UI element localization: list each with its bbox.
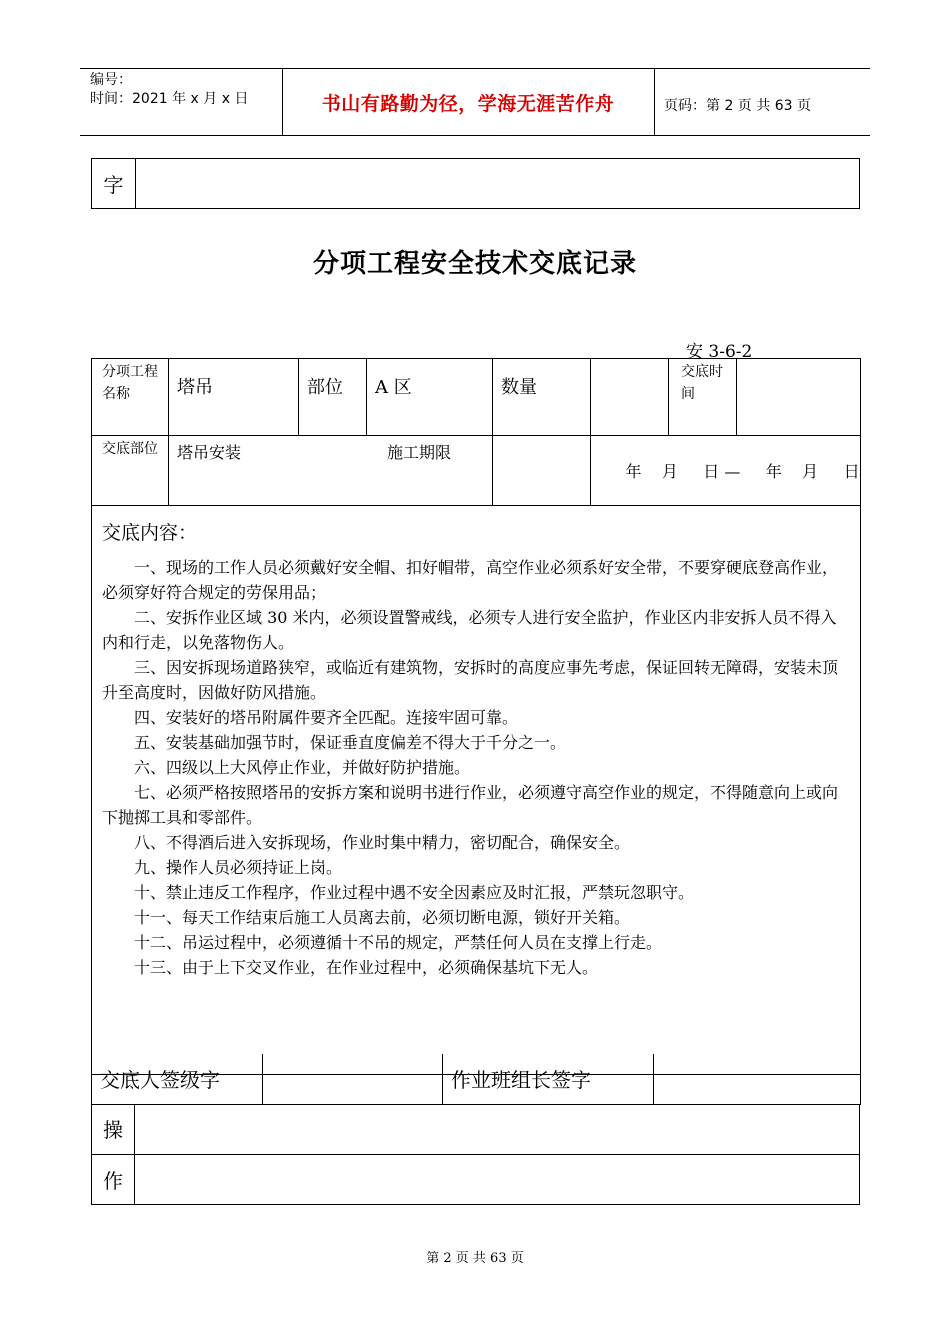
content-item: 十、禁止违反工作程序，作业过程中遇不安全因素应及时汇报，严禁玩忽职守。 [134,883,695,902]
operation-char-cell-2 [92,1154,135,1204]
period-value: 年 月 日 — 年 月 日 [625,462,860,481]
operation-char-2: 作 [103,1168,123,1193]
content-item: 三、因安拆现场道路狭窄，或临近有建筑物，安拆时的高度应事先考虑，保证回转无障碍，安装未顶升至高度时，因做好防风措施。 [102,658,839,702]
top-row-blank-cell[interactable] [136,159,860,209]
project-name-value: 塔吊 [177,377,213,398]
content-item: 七、必须严格按照塔吊的安拆方案和说明书进行作业，必须遵守高空作业的规定，不得随意向上或向下抛掷工具和零部件。 [102,783,839,827]
top-row-table [91,158,860,209]
content-item: 九、操作人员必须持证上岗。 [134,858,343,877]
handover-person-label: 交底人签级字 [100,1068,220,1093]
part-label-cell [299,359,367,436]
period-value-cell[interactable] [591,436,861,506]
team-leader-label: 作业班组长签字 [451,1068,591,1093]
content-item: 八、不得酒后进入安拆现场，作业时集中精力，密切配合，确保安全。 [134,833,631,852]
quantity-label-cell [493,359,591,436]
header-motto: 书山有路勤为径，学海无涯苦作舟 [321,92,615,115]
team-leader-label-cell [443,1054,654,1104]
page-footer: 第 2 页 共 63 页 [426,1251,524,1266]
period-label-cell [387,436,591,506]
content-item: 十二、吊运过程中，必须遵循十不吊的规定，严禁任何人员在支撑上行走。 [134,933,663,952]
part-value: A 区 [375,377,412,398]
handover-time-value-cell[interactable] [737,359,861,436]
content-item: 五、安装基础加强节时，保证垂直度偏差不得大于千分之一。 [134,733,567,752]
handover-dept-value: 塔吊安装 [177,443,242,462]
content-item: 十三、由于上下交叉作业，在作业过程中，必须确保基坑下无人。 [134,958,599,977]
operation-table [91,1104,860,1205]
handover-person-sign-cell[interactable] [263,1054,443,1104]
header-divider-right [654,68,655,136]
info-table [91,358,861,1075]
page-title: 分项工程安全技术交底记录 [312,249,637,279]
time-label: 时间：2021 年 x 月 x 日 [90,91,249,107]
top-row-label-cell [92,159,136,209]
content-item: 一、现场的工作人员必须戴好安全帽、扣好帽带，高空作业必须系好安全带，不要穿硬底登高作业，必须穿好符合规定的劳保用品； [102,558,839,602]
operation-blank-cell-2[interactable] [135,1154,860,1204]
header-meta [90,71,248,109]
quantity-value-cell[interactable] [591,359,669,436]
handover-dept-label: 交底部位 [102,441,158,457]
page-indicator: 页码：第 2 页 共 63 页 [664,98,811,114]
content-cell [92,506,861,1075]
quantity-label: 数量 [501,377,537,398]
form-number: 安 3-6-2 [686,342,753,362]
handover-person-label-cell [92,1054,263,1104]
signature-table [91,1054,861,1105]
handover-dept-label-cell [92,436,169,506]
content-item: 十一、每天工作结束后施工人员离去前，必须切断电源，锁好开关箱。 [134,908,631,927]
handover-time-label: 交底时间 [681,364,723,402]
project-name-value-cell[interactable] [169,359,299,436]
content-item: 二、安拆作业区域 30 米内，必须设置警戒线，必须专人进行安全监护，作业区内非安拆人员不得入内和行走，以免落物伤人。 [102,608,837,652]
handover-time-label-cell [669,359,737,436]
period-label: 施工期限 [387,443,452,462]
content-item: 四、安装好的塔吊附属件要齐全匹配。连接牢固可靠。 [134,708,519,727]
content-items [102,555,850,980]
content-heading: 交底内容： [102,522,198,544]
team-leader-sign-cell[interactable] [654,1054,861,1104]
project-name-label-cell [92,359,169,436]
operation-blank-cell-1[interactable] [135,1104,860,1154]
operation-char-cell-1 [92,1104,135,1154]
project-name-label: 分项工程名称 [102,364,158,402]
top-row-label: 字 [103,173,124,197]
operation-char-1: 操 [103,1118,123,1143]
content-item: 六、四级以上大风停止作业，并做好防护措施。 [134,758,471,777]
part-value-cell[interactable] [367,359,493,436]
part-label: 部位 [307,377,343,398]
number-label: 编号： [90,72,132,88]
